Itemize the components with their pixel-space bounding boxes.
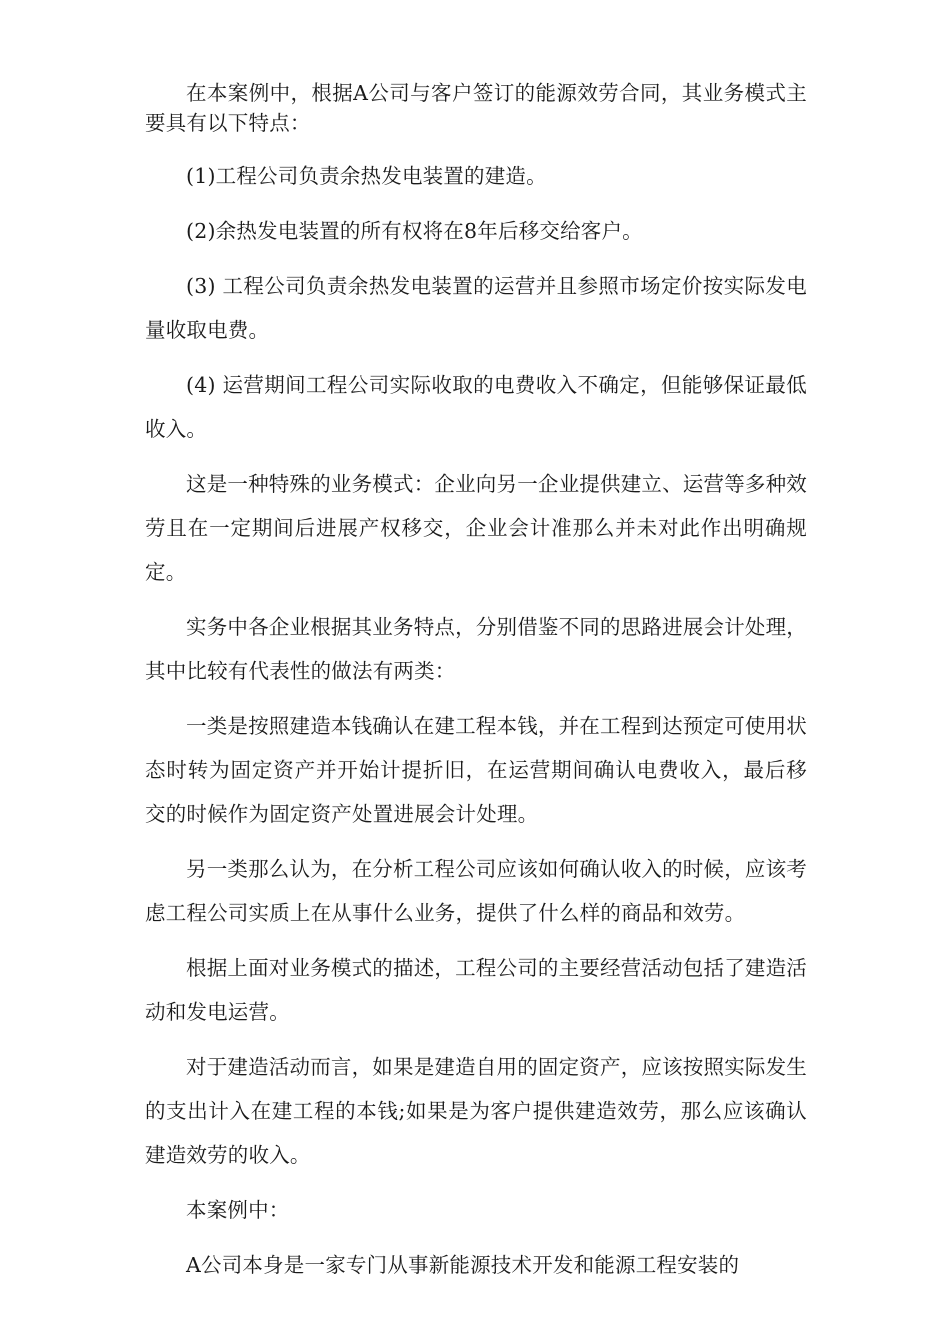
paragraph-case-heading: 本案例中： [186, 1198, 290, 1222]
document-body [145, 78, 807, 1298]
paragraph-construction: 对于建造活动而言，如果是建造自用的固定资产，应该按照实际发生的支出计入在建工程的本钱;如果是为客户提供建造效劳，那么应该确认建造效劳的收入。 [145, 1055, 807, 1167]
paragraph-approach-2: 另一类那么认为，在分析工程公司应该如何确认收入的时候，应该考虑工程公司实质上在从事什么业务，提供了什么样的商品和效劳。 [145, 857, 807, 925]
paragraph-intro: 在本案例中，根据A公司与客户签订的能源效劳合同，其业务模式主要具有以下特点： [145, 81, 807, 135]
paragraph-practice: 实务中各企业根据其业务特点，分别借鉴不同的思路进展会计处理，其中比较有代表性的做法有两类： [145, 615, 807, 683]
paragraph-approach-1: 一类是按照建造本钱确认在建工程本钱，并在工程到达预定可使用状态时转为固定资产并开始计提折旧，在运营期间确认电费收入，最后移交的时候作为固定资产处置进展会计处理。 [145, 714, 807, 826]
paragraph-feature-1: (1)工程公司负责余热发电装置的建造。 [186, 164, 547, 188]
paragraph-feature-4: (4) 运营期间工程公司实际收取的电费收入不确定，但能够保证最低收入。 [145, 373, 807, 441]
paragraph-special-model: 这是一种特殊的业务模式：企业向另一企业提供建立、运营等多种效劳且在一定期间后进展产权移交，企业会计准那么并未对此作出明确规定。 [145, 472, 807, 584]
paragraph-feature-2: (2)余热发电装置的所有权将在8年后移交给客户。 [186, 219, 643, 243]
paragraph-company-a: A公司本身是一家专门从事新能源技术开发和能源工程安装的 [186, 1253, 740, 1277]
paragraph-feature-3: (3) 工程公司负责余热发电装置的运营并且参照市场定价按实际发电量收取电费。 [145, 274, 807, 342]
paragraph-activities: 根据上面对业务模式的描述，工程公司的主要经营活动包括了建造活动和发电运营。 [145, 956, 807, 1024]
